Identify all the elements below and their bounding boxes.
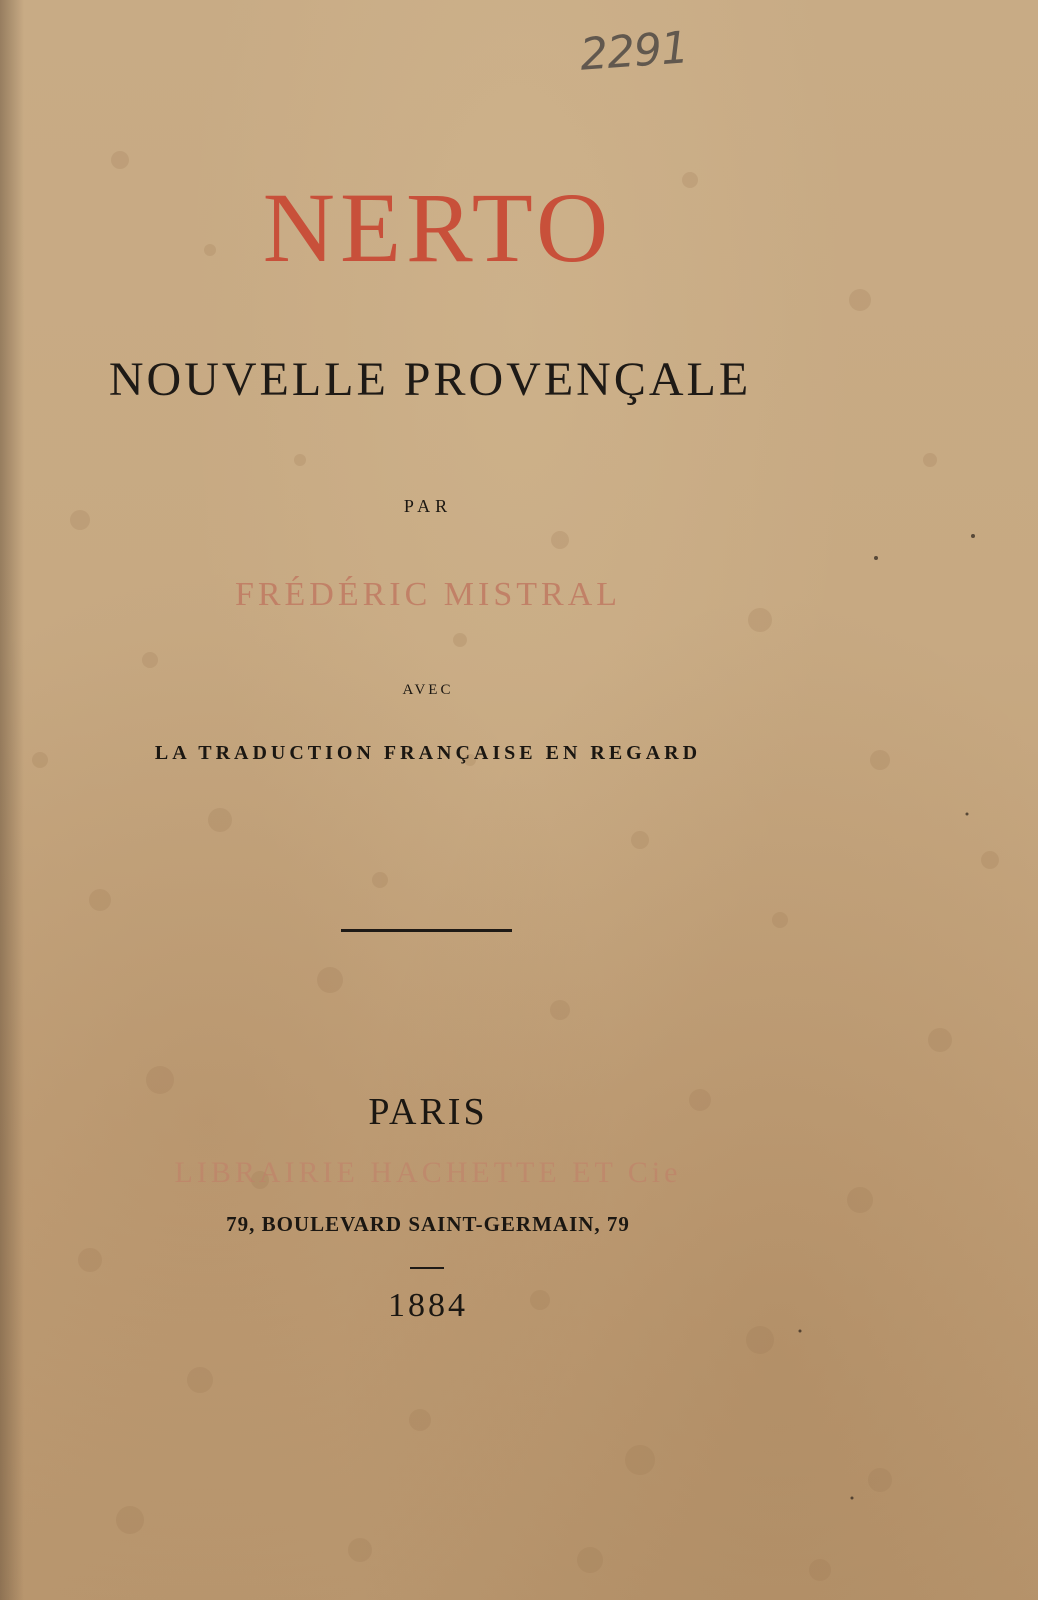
handwritten-shelfmark: 2291 [578, 22, 690, 81]
short-divider [410, 1267, 444, 1269]
book-subtitle: NOUVELLE PROVENÇALE [108, 353, 752, 406]
publication-year: 1884 [388, 1287, 468, 1324]
publication-city: PARIS [368, 1091, 488, 1133]
author-name: FRÉDÉRIC MISTRAL [234, 576, 622, 613]
book-title: NERTO [262, 172, 614, 283]
by-label: PAR [403, 496, 453, 516]
translation-note: LA TRADUCTION FRANÇAISE EN REGARD [154, 742, 702, 764]
book-spine-shadow [0, 0, 24, 1600]
with-label: AVEC [402, 682, 454, 698]
publisher-name: LIBRAIRIE HACHETTE ET Cie [174, 1156, 682, 1189]
decorative-rule [341, 929, 512, 932]
publisher-address: 79, BOULEVARD SAINT-GERMAIN, 79 [226, 1212, 630, 1236]
